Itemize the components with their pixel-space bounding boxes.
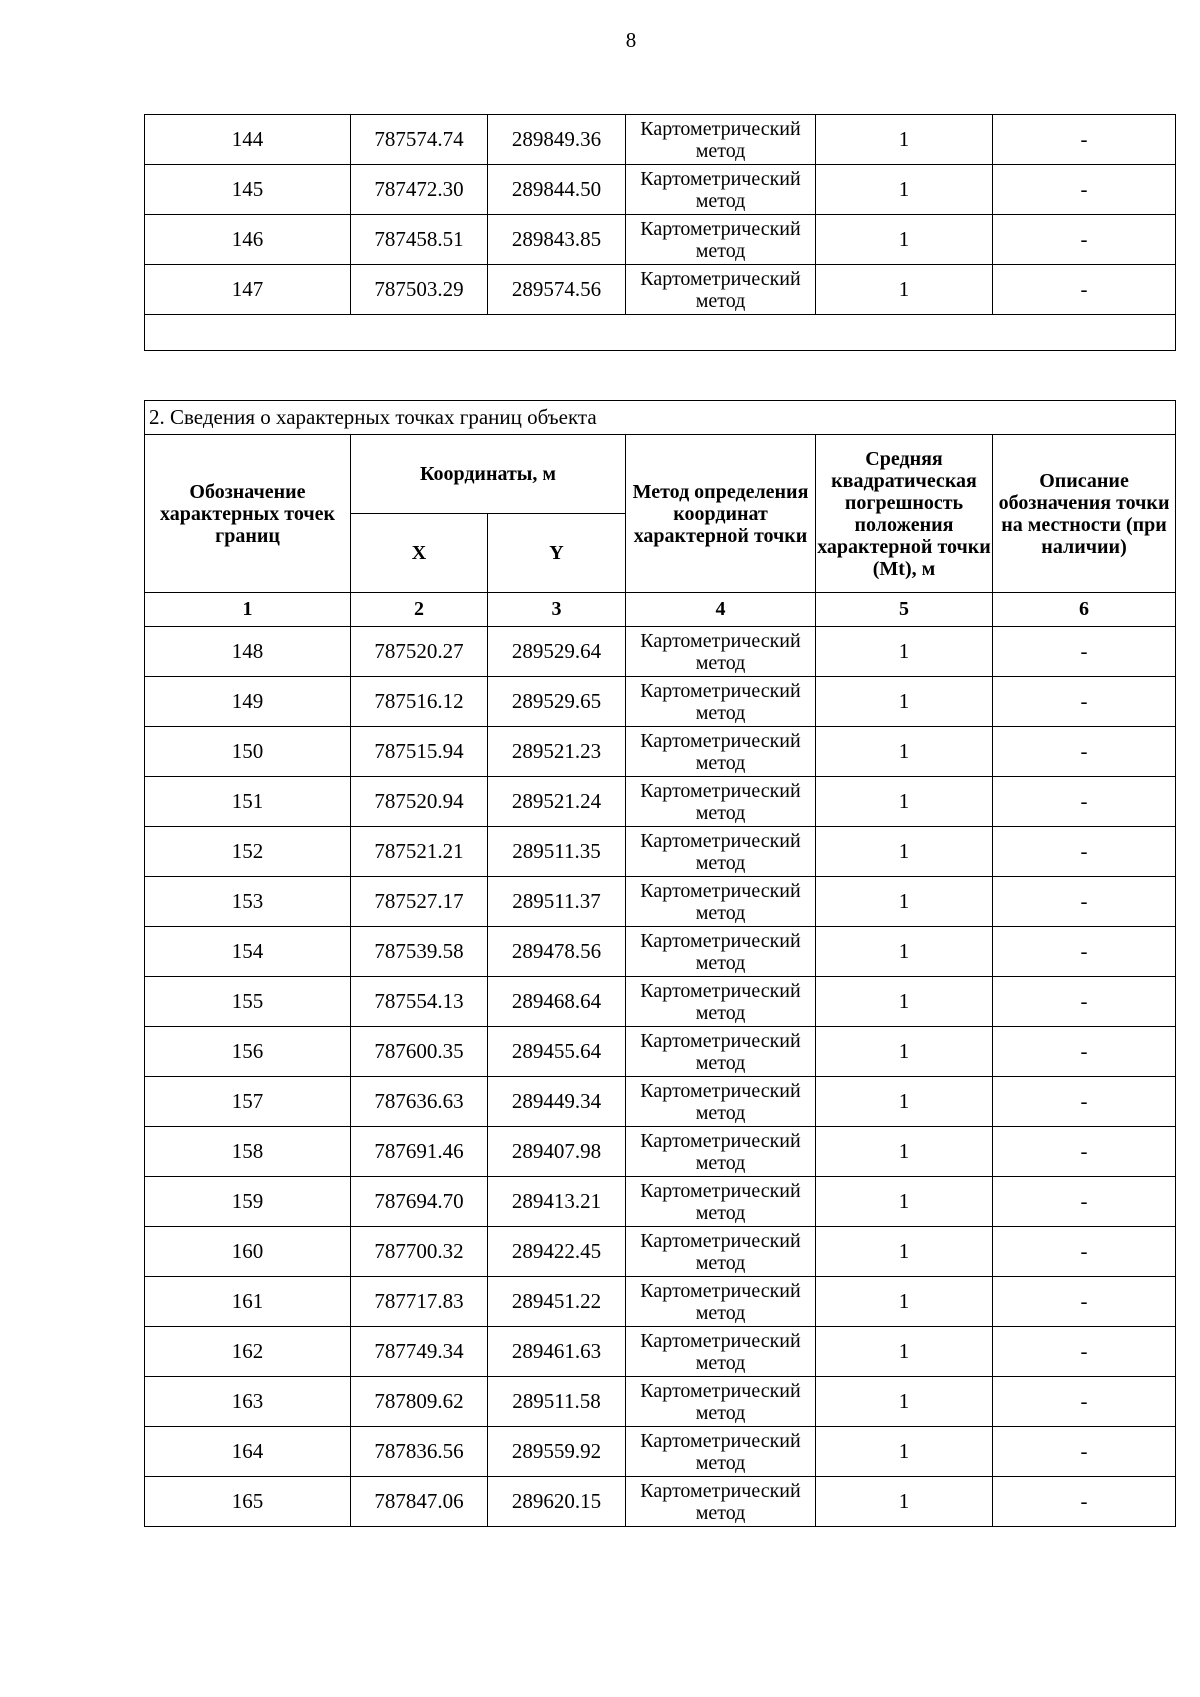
cell-description: - [993,977,1176,1027]
cell-error: 1 [816,627,993,677]
cell-y: 289559.92 [488,1427,626,1477]
cell-x: 787503.29 [351,265,488,315]
cell-error: 1 [816,1027,993,1077]
cell-point: 149 [145,677,351,727]
header-x: X [351,514,488,593]
cell-y: 289511.58 [488,1377,626,1427]
column-number: 1 [145,593,351,627]
cell-description: - [993,1177,1176,1227]
cell-description: - [993,265,1176,315]
cell-description: - [993,677,1176,727]
cell-error: 1 [816,265,993,315]
table-row [145,1477,1176,1527]
cell-method: Картометрический метод [626,777,816,827]
cell-description: - [993,1427,1176,1477]
cell-x: 787472.30 [351,165,488,215]
cell-point: 153 [145,877,351,927]
cell-description: - [993,215,1176,265]
cell-x: 787809.62 [351,1377,488,1427]
points-table-continued-body [145,115,1176,351]
cell-x: 787521.21 [351,827,488,877]
cell-error: 1 [816,927,993,977]
table-row [145,165,1176,215]
cell-description: - [993,1327,1176,1377]
cell-error: 1 [816,115,993,165]
cell-x: 787458.51 [351,215,488,265]
cell-point: 160 [145,1227,351,1277]
cell-y: 289529.65 [488,677,626,727]
table-row [145,1077,1176,1127]
column-numbers-row [145,593,1176,627]
cell-method: Картометрический метод [626,877,816,927]
empty-cell [145,315,1176,351]
cell-error: 1 [816,1177,993,1227]
cell-y: 289478.56 [488,927,626,977]
cell-point: 156 [145,1027,351,1077]
cell-error: 1 [816,1127,993,1177]
cell-point: 159 [145,1177,351,1227]
boundary-points-table [144,400,1176,1527]
cell-method: Картометрический метод [626,215,816,265]
cell-description: - [993,727,1176,777]
cell-x: 787691.46 [351,1127,488,1177]
cell-method: Картометрический метод [626,827,816,877]
cell-y: 289574.56 [488,265,626,315]
column-number: 2 [351,593,488,627]
cell-error: 1 [816,165,993,215]
boundary-points-table-body [145,627,1176,1527]
cell-x: 787636.63 [351,1077,488,1127]
table-row [145,115,1176,165]
cell-error: 1 [816,1377,993,1427]
table-row [145,827,1176,877]
column-number: 4 [626,593,816,627]
cell-x: 787539.58 [351,927,488,977]
cell-y: 289620.15 [488,1477,626,1527]
cell-error: 1 [816,877,993,927]
table-row [145,215,1176,265]
cell-point: 164 [145,1427,351,1477]
cell-description: - [993,627,1176,677]
cell-point: 145 [145,165,351,215]
cell-y: 289449.34 [488,1077,626,1127]
cell-x: 787717.83 [351,1277,488,1327]
cell-method: Картометрический метод [626,165,816,215]
cell-method: Картометрический метод [626,977,816,1027]
cell-point: 144 [145,115,351,165]
cell-description: - [993,927,1176,977]
cell-y: 289422.45 [488,1227,626,1277]
cell-method: Картометрический метод [626,927,816,977]
table-row [145,1277,1176,1327]
cell-point: 150 [145,727,351,777]
table-row [145,265,1176,315]
table-row [145,1027,1176,1077]
cell-point: 154 [145,927,351,977]
cell-y: 289407.98 [488,1127,626,1177]
cell-point: 165 [145,1477,351,1527]
empty-row [145,315,1176,351]
cell-x: 787574.74 [351,115,488,165]
cell-y: 289413.21 [488,1177,626,1227]
cell-description: - [993,1077,1176,1127]
column-number: 6 [993,593,1176,627]
cell-y: 289468.64 [488,977,626,1027]
cell-y: 289461.63 [488,1327,626,1377]
cell-error: 1 [816,777,993,827]
cell-method: Картометрический метод [626,115,816,165]
header-description: Описание обозначения точки на местности (при наличии) [993,435,1176,593]
cell-method: Картометрический метод [626,1277,816,1327]
cell-point: 161 [145,1277,351,1327]
cell-error: 1 [816,827,993,877]
cell-x: 787554.13 [351,977,488,1027]
table-row [145,627,1176,677]
header-coordinates: Координаты, м [351,435,626,514]
cell-error: 1 [816,977,993,1027]
table-row [145,1127,1176,1177]
cell-y: 289511.35 [488,827,626,877]
cell-x: 787847.06 [351,1477,488,1527]
cell-x: 787749.34 [351,1327,488,1377]
cell-point: 148 [145,627,351,677]
cell-x: 787600.35 [351,1027,488,1077]
table-row [145,1227,1176,1277]
cell-method: Картометрический метод [626,1327,816,1377]
cell-method: Картометрический метод [626,627,816,677]
cell-error: 1 [816,215,993,265]
cell-x: 787694.70 [351,1177,488,1227]
header-row-top [145,435,1176,514]
cell-description: - [993,1277,1176,1327]
table-row [145,1327,1176,1377]
cell-x: 787516.12 [351,677,488,727]
table-row [145,777,1176,827]
column-number: 3 [488,593,626,627]
table-row [145,727,1176,777]
cell-method: Картометрический метод [626,1477,816,1527]
cell-point: 163 [145,1377,351,1427]
table-row [145,1427,1176,1477]
cell-point: 147 [145,265,351,315]
cell-y: 289521.24 [488,777,626,827]
cell-point: 155 [145,977,351,1027]
cell-point: 162 [145,1327,351,1377]
cell-x: 787520.27 [351,627,488,677]
cell-description: - [993,1227,1176,1277]
cell-description: - [993,1477,1176,1527]
section-title-row [145,401,1176,435]
cell-point: 151 [145,777,351,827]
cell-y: 289849.36 [488,115,626,165]
table-row [145,927,1176,977]
cell-y: 289511.37 [488,877,626,927]
cell-method: Картометрический метод [626,1027,816,1077]
table-row [145,677,1176,727]
cell-description: - [993,877,1176,927]
column-number: 5 [816,593,993,627]
cell-description: - [993,115,1176,165]
header-point-designation: Обозначение характерных точек границ [145,435,351,593]
cell-error: 1 [816,1277,993,1327]
cell-x: 787700.32 [351,1227,488,1277]
cell-error: 1 [816,1427,993,1477]
table-row [145,977,1176,1027]
table-row [145,877,1176,927]
points-table-continued [144,114,1176,351]
cell-x: 787520.94 [351,777,488,827]
table-row [145,1177,1176,1227]
cell-y: 289451.22 [488,1277,626,1327]
cell-x: 787515.94 [351,727,488,777]
cell-y: 289521.23 [488,727,626,777]
header-y: Y [488,514,626,593]
table-row [145,1377,1176,1427]
cell-method: Картометрический метод [626,1427,816,1477]
cell-description: - [993,1027,1176,1077]
cell-error: 1 [816,1227,993,1277]
cell-description: - [993,827,1176,877]
cell-y: 289455.64 [488,1027,626,1077]
cell-y: 289844.50 [488,165,626,215]
cell-method: Картометрический метод [626,677,816,727]
cell-description: - [993,165,1176,215]
cell-method: Картометрический метод [626,1227,816,1277]
cell-method: Картометрический метод [626,727,816,777]
cell-point: 158 [145,1127,351,1177]
cell-error: 1 [816,727,993,777]
cell-method: Картометрический метод [626,1377,816,1427]
cell-description: - [993,1377,1176,1427]
cell-point: 146 [145,215,351,265]
section-title: 2. Сведения о характерных точках границ объекта [145,401,1176,435]
cell-method: Картометрический метод [626,1127,816,1177]
cell-method: Картометрический метод [626,1177,816,1227]
cell-method: Картометрический метод [626,265,816,315]
cell-error: 1 [816,1477,993,1527]
cell-point: 152 [145,827,351,877]
cell-description: - [993,1127,1176,1177]
cell-error: 1 [816,1327,993,1377]
cell-method: Картометрический метод [626,1077,816,1127]
cell-x: 787836.56 [351,1427,488,1477]
cell-point: 157 [145,1077,351,1127]
header-error: Средняя квадратическая погрешность положения характерной точки (Mt), м [816,435,993,593]
cell-y: 289843.85 [488,215,626,265]
cell-description: - [993,777,1176,827]
cell-error: 1 [816,677,993,727]
cell-x: 787527.17 [351,877,488,927]
cell-error: 1 [816,1077,993,1127]
cell-y: 289529.64 [488,627,626,677]
header-method: Метод определения координат характерной точки [626,435,816,593]
page-number: 8 [625,28,637,52]
